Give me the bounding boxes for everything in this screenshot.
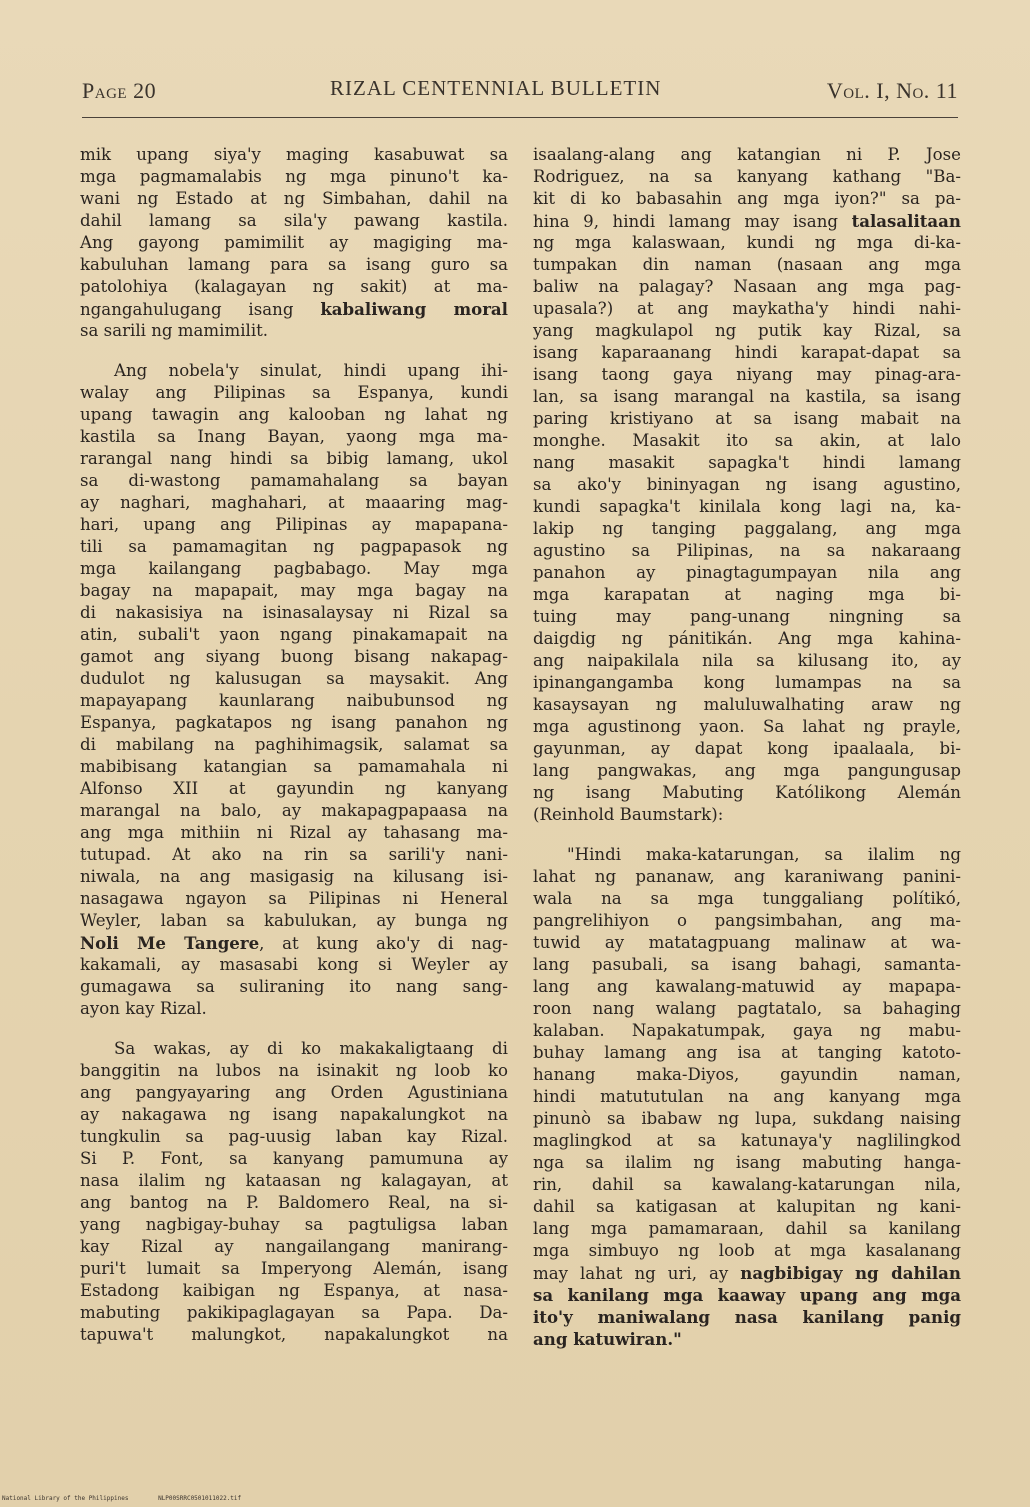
text-line: upang tawagin ang kalooban ng lahat ng bbox=[80, 405, 508, 424]
text-line: pangrelihiyon o pangsimbahan, ang ma- bbox=[533, 911, 961, 930]
bold-phrase: Noli Me Tangere bbox=[80, 933, 260, 953]
text-line: kay Rizal ay nangailangang manirang- bbox=[80, 1237, 508, 1256]
text-line: Noli Me Tangere, at kung ako'y di nag- bbox=[80, 933, 509, 953]
text-line: hari, upang ang Pilipinas ay mapapana- bbox=[80, 515, 508, 534]
text-line: tungkulin sa pag-uusig laban kay Rizal. bbox=[80, 1127, 508, 1146]
volume-number: Vol. I, No. 11 bbox=[826, 78, 958, 103]
text-line: pinunò sa ibabaw ng lupa, sukdang naising bbox=[533, 1109, 961, 1128]
text-line: patolohiya (kalagayan ng sakit) at ma- bbox=[80, 277, 508, 296]
text-line: ang naipakilala nila sa kilusang ito, ay bbox=[533, 651, 961, 670]
text-line: lang ang kawalang-matuwid ay mapapa- bbox=[533, 977, 961, 996]
text-line: ang pangyayaring ang Orden Agustiniana bbox=[80, 1083, 508, 1102]
text-line: maglingkod at sa katunaya'y naglilingkod bbox=[533, 1131, 961, 1150]
text-line: dahil sa katigasan at kalupitan ng kani- bbox=[533, 1197, 961, 1216]
text-line: nasagawa ngayon sa Pilipinas ni Heneral bbox=[80, 889, 508, 908]
text-line: ang bantog na P. Baldomero Real, na si- bbox=[80, 1193, 508, 1212]
text-line: ng isang Mabuting Katólikong Alemán bbox=[533, 783, 961, 802]
text-line: tuing may pang-unang ningning sa bbox=[533, 607, 961, 626]
text-line: mabibisang katangian sa pamamahala ni bbox=[80, 757, 508, 776]
text-line: monghe. Masakit ito sa akin, at lalo bbox=[533, 431, 961, 450]
text-line: hanang maka-Diyos, gayundin naman, bbox=[533, 1065, 961, 1084]
text-line: bagay na mapapait, may mga bagay na bbox=[80, 581, 508, 600]
text-line: di nakasisiya na isinasalaysay ni Rizal sa bbox=[80, 603, 508, 622]
text-line: lang pasubali, sa isang bahagi, samanta- bbox=[533, 955, 961, 974]
text-line: tumpakan din naman (nasaan ang mga bbox=[533, 255, 961, 274]
text-line: ng mga kalaswaan, kundi ng mga di-ka- bbox=[533, 233, 961, 252]
text-line: marangal na balo, ay makapagpapaasa na bbox=[80, 801, 508, 820]
right-paragraph-2-quote bbox=[533, 844, 961, 1350]
text-line: gayunman, ay dapat kong ipaalaala, bi- bbox=[533, 739, 961, 758]
text-line: gamot ang siyang buong bisang nakapag- bbox=[80, 647, 508, 666]
text-line: Si P. Font, sa kanyang pamumuna ay bbox=[80, 1149, 508, 1168]
text-line: niwala, na ang masigasig na kilusang isi- bbox=[80, 867, 508, 886]
text-line: kit di ko babasahin ang mga iyon?" sa pa- bbox=[533, 189, 961, 208]
text-line: isang kaparaanang hindi karapat-dapat sa bbox=[533, 343, 961, 362]
text-line: atin, subali't yaon ngang pinakamapait na bbox=[80, 625, 508, 644]
text-line: yang magkulapol ng putik kay Rizal, sa bbox=[533, 321, 961, 340]
text-line: dahil lamang sa sila'y pawang kastila. bbox=[80, 211, 508, 230]
text-line: ayon kay Rizal. bbox=[80, 999, 207, 1018]
text-line: dudulot ng kalusugan sa maysakit. Ang bbox=[80, 669, 508, 688]
bold-phrase: nagbibigay ng dahilan bbox=[740, 1263, 961, 1283]
text-line: wala na sa mga tunggaliang polítikó, bbox=[533, 889, 961, 908]
text-line: gumagawa sa suliraning ito nang sang- bbox=[80, 977, 508, 996]
text-line: mga pagmamalabis ng mga pinuno't ka- bbox=[80, 167, 508, 186]
text-line: roon nang walang pagtatalo, sa bahaging bbox=[533, 999, 961, 1018]
text-line: lang pangwakas, ang mga pangungusap bbox=[533, 761, 961, 780]
text-line: tutupad. At ako na rin sa sarili'y nani- bbox=[80, 845, 508, 864]
text-line: hina 9, hindi lamang may isang talasalitaan bbox=[533, 211, 961, 231]
text-line: ipinangangamba kong lumampas na sa bbox=[533, 673, 961, 692]
text-line: sa kanilang mga kaaway upang ang mga bbox=[533, 1285, 961, 1305]
text-line: ay nakagawa ng isang napakalungkot na bbox=[80, 1105, 508, 1124]
text-line: kalaban. Napakatumpak, gaya ng mabu- bbox=[533, 1021, 961, 1040]
text-line: sa sarili ng mamimilit. bbox=[80, 321, 269, 340]
text-line: lahat ng pananaw, ang karaniwang panini- bbox=[533, 867, 961, 886]
text-line: nang masakit sapagka't hindi lamang bbox=[533, 453, 961, 472]
text-line: wani ng Estado at ng Simbahan, dahil na bbox=[80, 189, 508, 208]
text-line: ang mga mithiin ni Rizal ay tahasang ma- bbox=[80, 823, 508, 842]
text-line: di mabilang na paghihimagsik, salamat sa bbox=[80, 735, 508, 754]
text-line: Weyler, laban sa kabulukan, ay bunga ng bbox=[80, 911, 508, 930]
bold-phrase: kabaliwang moral bbox=[320, 299, 508, 319]
text-line: kabuluhan lamang para sa isang guro sa bbox=[80, 255, 508, 274]
scan-footer bbox=[2, 1495, 422, 1505]
text-line: banggitin na lubos na isinakit ng loob ko bbox=[80, 1061, 508, 1080]
text-line: yang nagbigay-buhay sa pagtuligsa laban bbox=[80, 1215, 508, 1234]
text-line: ang katuwiran." bbox=[533, 1329, 682, 1349]
text-line: Ang gayong pamimilit ay magiging ma- bbox=[80, 233, 508, 252]
text-line: tili sa pamamagitan ng pagpapasok ng bbox=[80, 537, 508, 556]
text-line: sa ako'y bininyagan ng isang agustino, bbox=[533, 475, 961, 494]
left-column bbox=[80, 144, 508, 1346]
text-line: may lahat ng uri, ay nagbibigay ng dahilan bbox=[533, 1263, 961, 1283]
text-line: kundi sapagka't kinilala kong lagi na, ka- bbox=[533, 497, 961, 516]
text-line: tapuwa't malungkot, napakalungkot na bbox=[80, 1325, 508, 1344]
text-line: lan, sa isang marangal na kastila, sa isang bbox=[533, 387, 961, 406]
text-line: baliw na palagay? Nasaan ang mga pag- bbox=[533, 277, 961, 296]
text-line: paring kristiyano at sa isang mabait na bbox=[533, 409, 961, 428]
text-line: ngangahulugang isang kabaliwang moral bbox=[80, 299, 508, 319]
text-line: Alfonso XII at gayundin ng kanyang bbox=[80, 779, 508, 798]
text-line: Rodriguez, na sa kanyang kathang "Ba- bbox=[533, 167, 961, 186]
text-line: puri't lumait sa Imperyong Alemán, isang bbox=[80, 1259, 508, 1278]
text-line: mapayapang kaunlarang naibubunsod ng bbox=[80, 691, 508, 710]
page-header bbox=[82, 72, 958, 106]
text-line: agustino sa Pilipinas, na sa nakaraang bbox=[533, 541, 961, 560]
text-line: walay ang Pilipinas sa Espanya, kundi bbox=[80, 383, 508, 402]
text-line: nasa ilalim ng kataasan ng kalagayan, at bbox=[80, 1171, 508, 1190]
right-paragraph-1 bbox=[533, 144, 961, 826]
text-line: lakip ng tanging paggalang, ang mga bbox=[533, 519, 961, 538]
file-name: NLP00SRRC0501011022.tif bbox=[158, 1495, 242, 1502]
text-line: daigdig ng pánitikán. Ang mga kahina- bbox=[533, 629, 961, 648]
left-paragraph-2 bbox=[80, 360, 508, 1020]
text-line: panahon ay pinagtagumpayan nila ang bbox=[533, 563, 961, 582]
text-line: mga kailangang pagbabago. May mga bbox=[80, 559, 508, 578]
text-line: rarangal nang hindi sa bibig lamang, ukol bbox=[80, 449, 508, 468]
text-line: kasaysayan ng maluluwalhating araw ng bbox=[533, 695, 961, 714]
text-line: isaalang-alang ang katangian ni P. Jose bbox=[533, 145, 961, 164]
text-line: lang mga pamamaraan, dahil sa kanilang bbox=[533, 1219, 961, 1238]
text-line: mik upang siya'y maging kasabuwat sa bbox=[80, 145, 508, 164]
text-line: ito'y maniwalang nasa kanilang panig bbox=[533, 1307, 961, 1327]
text-line: hindi matututulan na ang kanyang mga bbox=[533, 1087, 961, 1106]
left-paragraph-3 bbox=[80, 1038, 508, 1346]
library-credit: National Library of the Philippines bbox=[2, 1495, 129, 1502]
text-line: Estadong kaibigan ng Espanya, at nasa- bbox=[80, 1281, 508, 1300]
text-line: rin, dahil sa kawalang-katarungan nila, bbox=[533, 1175, 961, 1194]
right-column bbox=[533, 144, 961, 1350]
text-line: Ang nobela'y sinulat, hindi upang ihi- bbox=[114, 361, 508, 380]
text-line: upasala?) at ang maykatha'y hindi nahi- bbox=[533, 299, 961, 318]
text-line: mga karapatan at naging mga bi- bbox=[533, 585, 961, 604]
text-line: buhay lamang ang isa at tanging katoto- bbox=[533, 1043, 961, 1062]
header-rule bbox=[82, 117, 958, 118]
text-line: isang taong gaya niyang may pinag-ara- bbox=[533, 365, 961, 384]
text-line: Sa wakas, ay di ko makakaligtaang di bbox=[114, 1039, 508, 1058]
text-line: (Reinhold Baumstark): bbox=[533, 805, 724, 824]
publication-title: RIZAL CENTENNIAL BULLETIN bbox=[330, 76, 662, 100]
text-line: ay naghari, maghahari, at maaaring mag- bbox=[80, 493, 508, 512]
text-line: tuwid ay matatagpuang malinaw at wa- bbox=[533, 933, 961, 952]
text-line: mga agustinong yaon. Sa lahat ng prayle, bbox=[533, 717, 961, 736]
text-line: sa di-wastong pamamahalang sa bayan bbox=[80, 471, 508, 490]
text-line: mga simbuyo ng loob at mga kasalanang bbox=[533, 1241, 961, 1260]
text-line: nga sa ilalim ng isang mabuting hanga- bbox=[533, 1153, 961, 1172]
text-line: mabuting pakikipaglagayan sa Papa. Da- bbox=[80, 1303, 508, 1322]
text-line: kastila sa Inang Bayan, yaong mga ma- bbox=[80, 427, 508, 446]
text-line: Espanya, pagkatapos ng isang panahon ng bbox=[80, 713, 508, 732]
text-line: "Hindi maka-katarungan, sa ilalim ng bbox=[567, 845, 961, 864]
text-line: kakamali, ay masasabi kong si Weyler ay bbox=[80, 955, 508, 974]
page-number: Page 20 bbox=[82, 78, 157, 103]
left-paragraph-1 bbox=[80, 144, 508, 342]
bold-phrase: talasalitaan bbox=[851, 211, 961, 231]
